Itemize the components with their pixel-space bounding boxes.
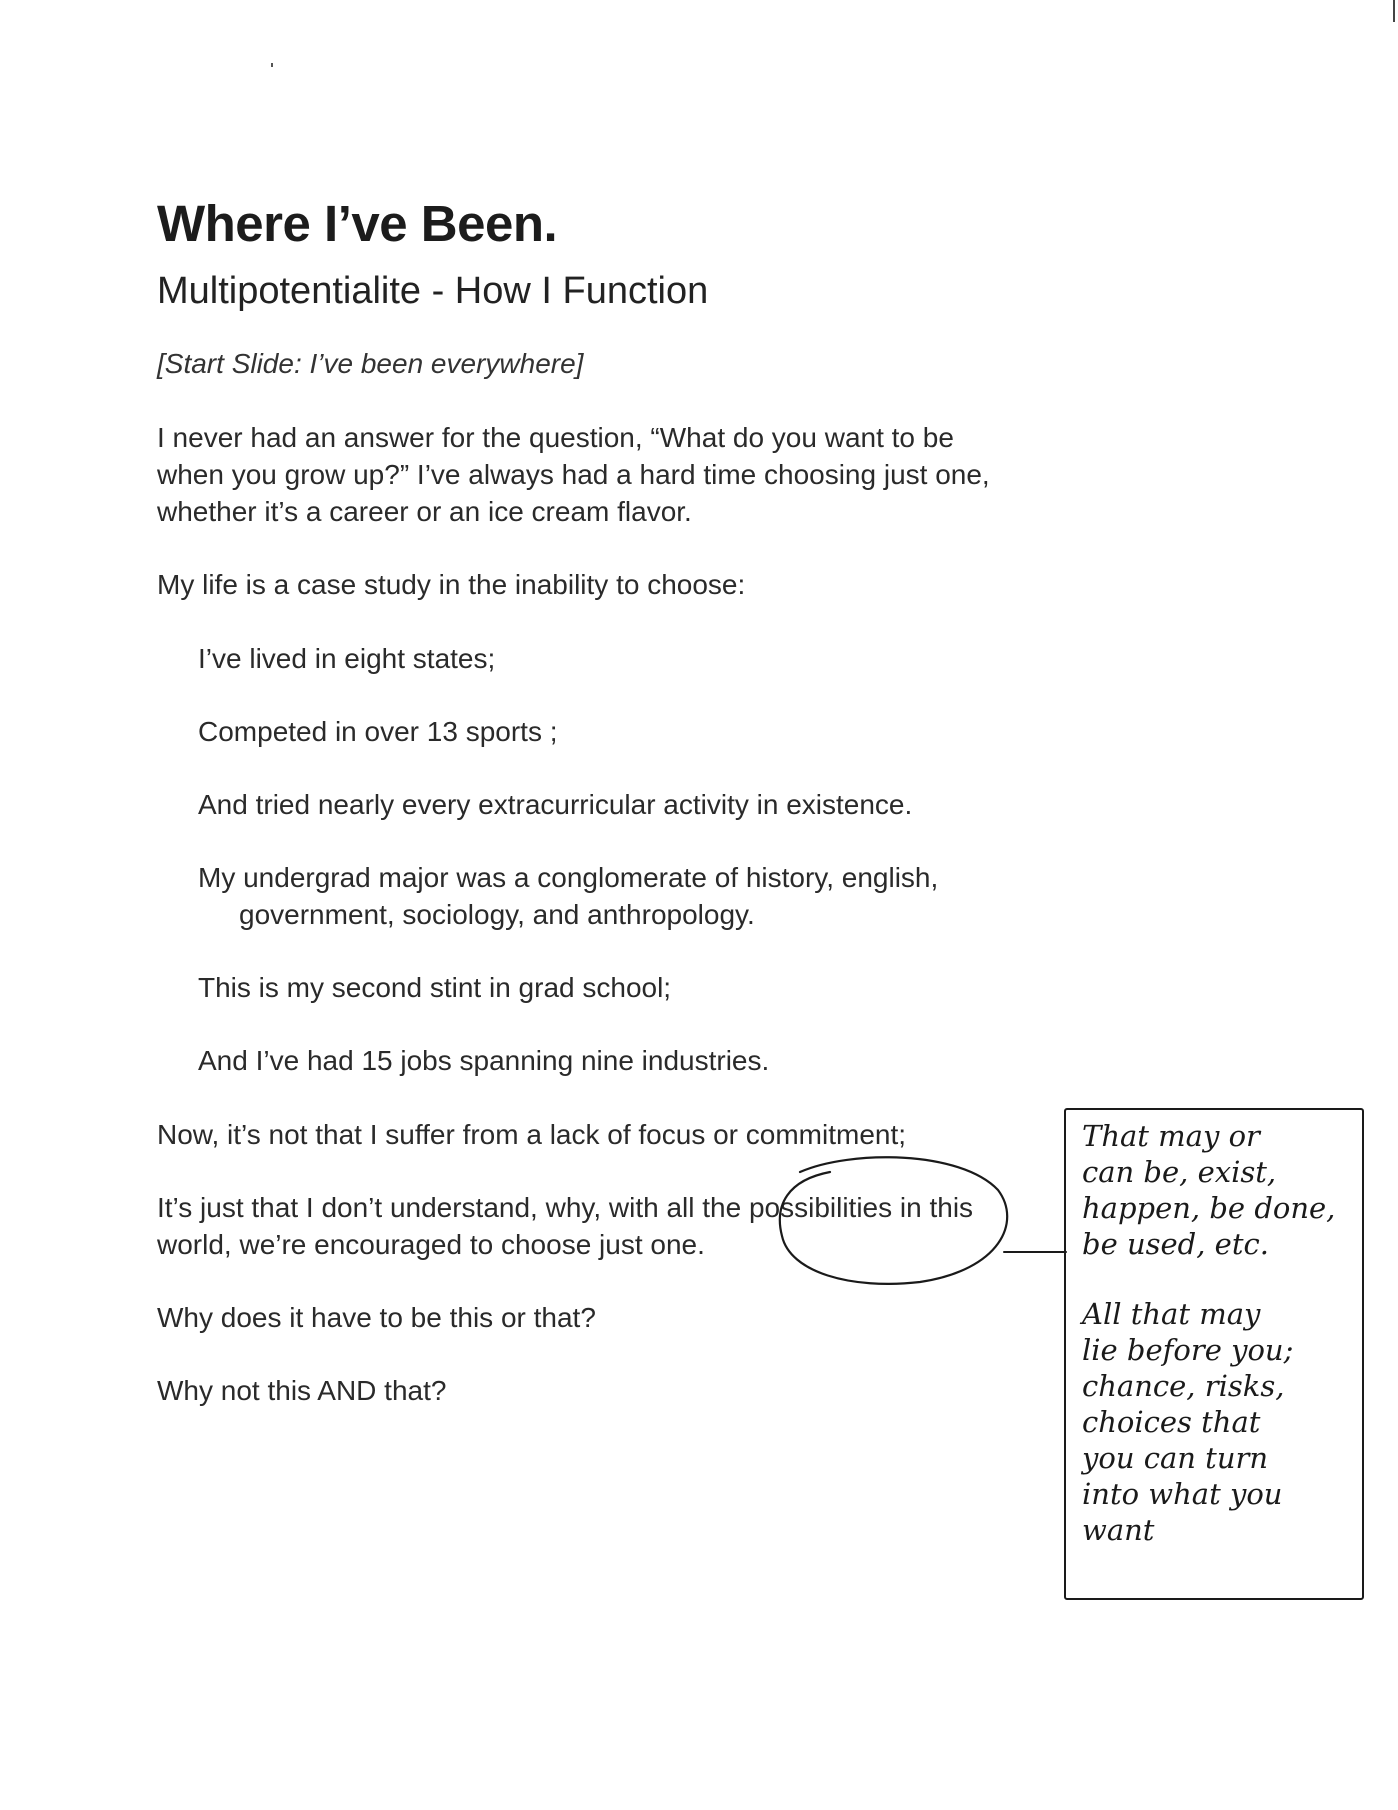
- page-subtitle: Multipotentialite - How I Function: [157, 270, 709, 312]
- handwritten-note-block-2: [1082, 1296, 1293, 1548]
- text-line: whether it’s a career or an ice cream flavor.: [157, 496, 692, 527]
- handwritten-line: can be, exist,: [1082, 1155, 1277, 1189]
- text-line: My undergrad major was a conglomerate of history, english,: [198, 862, 939, 893]
- paragraph-focus: Now, it’s not that I suffer from a lack of focus or commitment;: [157, 1119, 907, 1150]
- scan-edge-mark: [1393, 0, 1395, 22]
- list-item-major: [198, 859, 938, 933]
- handwritten-line: be used, etc.: [1082, 1227, 1269, 1261]
- handwritten-line: lie before you;: [1082, 1333, 1294, 1367]
- text-line: world, we’re encouraged to choose just one.: [157, 1229, 705, 1260]
- text-segment: It’s just that I don’t understand, why, with all the: [157, 1192, 749, 1223]
- text-line-continued: government, sociology, and anthropology.: [239, 899, 755, 930]
- paragraph-intro: [157, 419, 990, 530]
- scan-speck: [271, 63, 273, 67]
- text-line: when you grow up?” I’ve always had a hard time choosing just one,: [157, 459, 990, 490]
- paragraph-this-and-that: Why not this AND that?: [157, 1375, 447, 1406]
- handwritten-note-block-1: [1082, 1118, 1335, 1262]
- stage-direction: [Start Slide: I’ve been everywhere]: [157, 348, 584, 379]
- list-item: Competed in over 13 sports ;: [198, 716, 558, 747]
- circled-word: possibilities: [748, 1192, 893, 1223]
- text-segment: in this: [892, 1192, 974, 1223]
- list-item: And tried nearly every extracurricular activity in existence.: [198, 789, 913, 820]
- handwritten-line: happen, be done,: [1082, 1191, 1336, 1225]
- list-item: This is my second stint in grad school;: [198, 972, 672, 1003]
- handwritten-line: That may or: [1082, 1119, 1260, 1153]
- handwritten-line: you can turn: [1082, 1441, 1269, 1475]
- list-item: I’ve lived in eight states;: [198, 643, 496, 674]
- paragraph-case-study: My life is a case study in the inability to choose:: [157, 569, 746, 600]
- list-item: And I’ve had 15 jobs spanning nine industries.: [198, 1045, 770, 1076]
- text-line: I never had an answer for the question, “What do you want to be: [157, 422, 954, 453]
- page-title: Where I’ve Been.: [157, 195, 558, 252]
- handwritten-line: chance, risks,: [1082, 1369, 1285, 1403]
- paragraph-this-or-that: Why does it have to be this or that?: [157, 1302, 596, 1333]
- handwritten-line: All that may: [1082, 1297, 1261, 1331]
- handwritten-line: into what you: [1082, 1477, 1283, 1511]
- paragraph-possibilities: [157, 1189, 973, 1263]
- handwritten-line: choices that: [1082, 1405, 1261, 1439]
- handwritten-line: want: [1082, 1513, 1155, 1547]
